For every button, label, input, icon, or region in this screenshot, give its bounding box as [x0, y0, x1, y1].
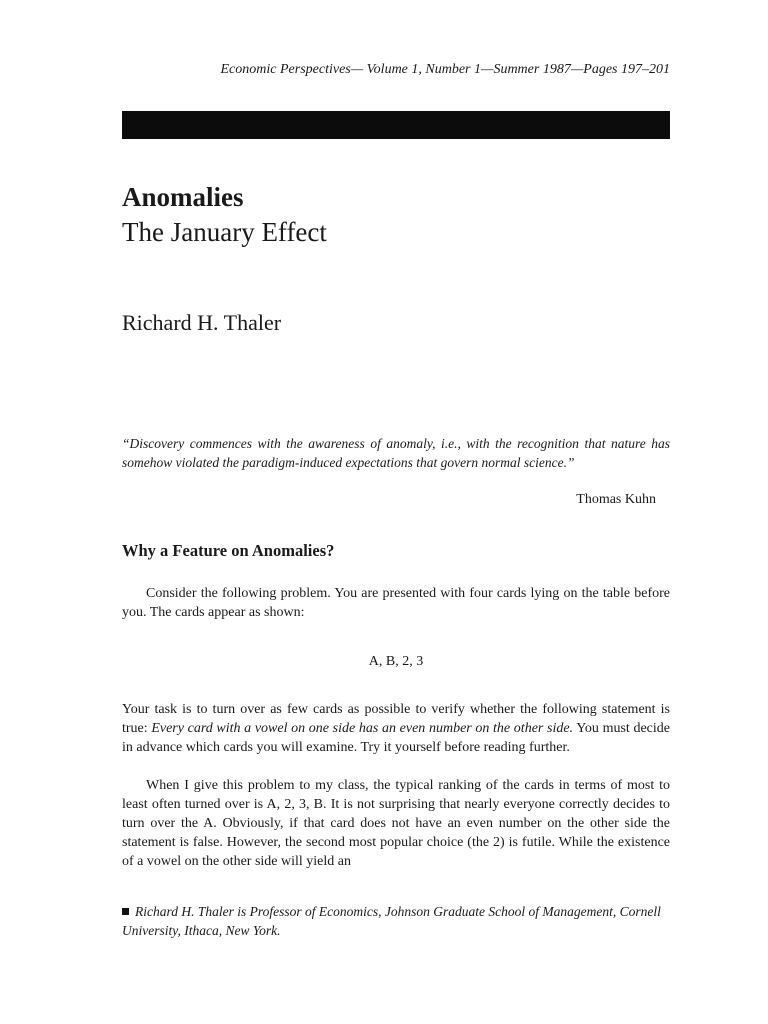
- article-title: Anomalies: [122, 182, 244, 212]
- paragraph-2: [122, 700, 670, 757]
- author-footnote: [122, 902, 670, 940]
- black-square-icon: [122, 908, 129, 915]
- header-bar: [122, 111, 670, 139]
- paragraph-3: When I give this problem to my class, the typical ranking of the cards in terms of most to least often turned over is A, 2, 3, B. It is not surprising that nearly everyone correctly decides to turn over the A. Obviously, if that card does not have an even number on the other side the statement is false. However, the second most popular choice (the 2) is futile. While the existence of a vowel on the other side will yield an: [122, 778, 670, 869]
- epigraph-attribution: Thomas Kuhn: [576, 492, 656, 507]
- section-heading: Why a Feature on Anomalies?: [122, 541, 335, 560]
- paragraph-2-statement: Every card with a vowel on one side has an even number on the other side.: [151, 721, 574, 736]
- paragraph-2-start: Your task is to turn over as few cards as possible to verify whether the following statement is true:: [122, 702, 670, 736]
- author-name: Richard H. Thaler: [122, 310, 282, 335]
- paragraph-1: Consider the following problem. You are presented with four cards lying on the table before you. The cards appear as shown:: [122, 586, 670, 620]
- footnote-text: Richard H. Thaler is Professor of Economics, Johnson Graduate School of Management, Cornell University, Ithaca, New York.: [122, 904, 661, 938]
- epigraph-quote: “Discovery commences with the awareness of anomaly, i.e., with the recognition that nature has somehow violated the paradigm-induced expectations that govern normal science.”: [122, 436, 670, 470]
- paragraph-2-end: You must decide in advance which cards you will examine. Try it yourself before reading further.: [122, 721, 670, 755]
- article-subtitle: The January Effect: [122, 217, 327, 247]
- running-head: Economic Perspectives— Volume 1, Number 1—Summer 1987—Pages 197–201: [220, 62, 670, 77]
- cards-display: A, B, 2, 3: [368, 654, 424, 669]
